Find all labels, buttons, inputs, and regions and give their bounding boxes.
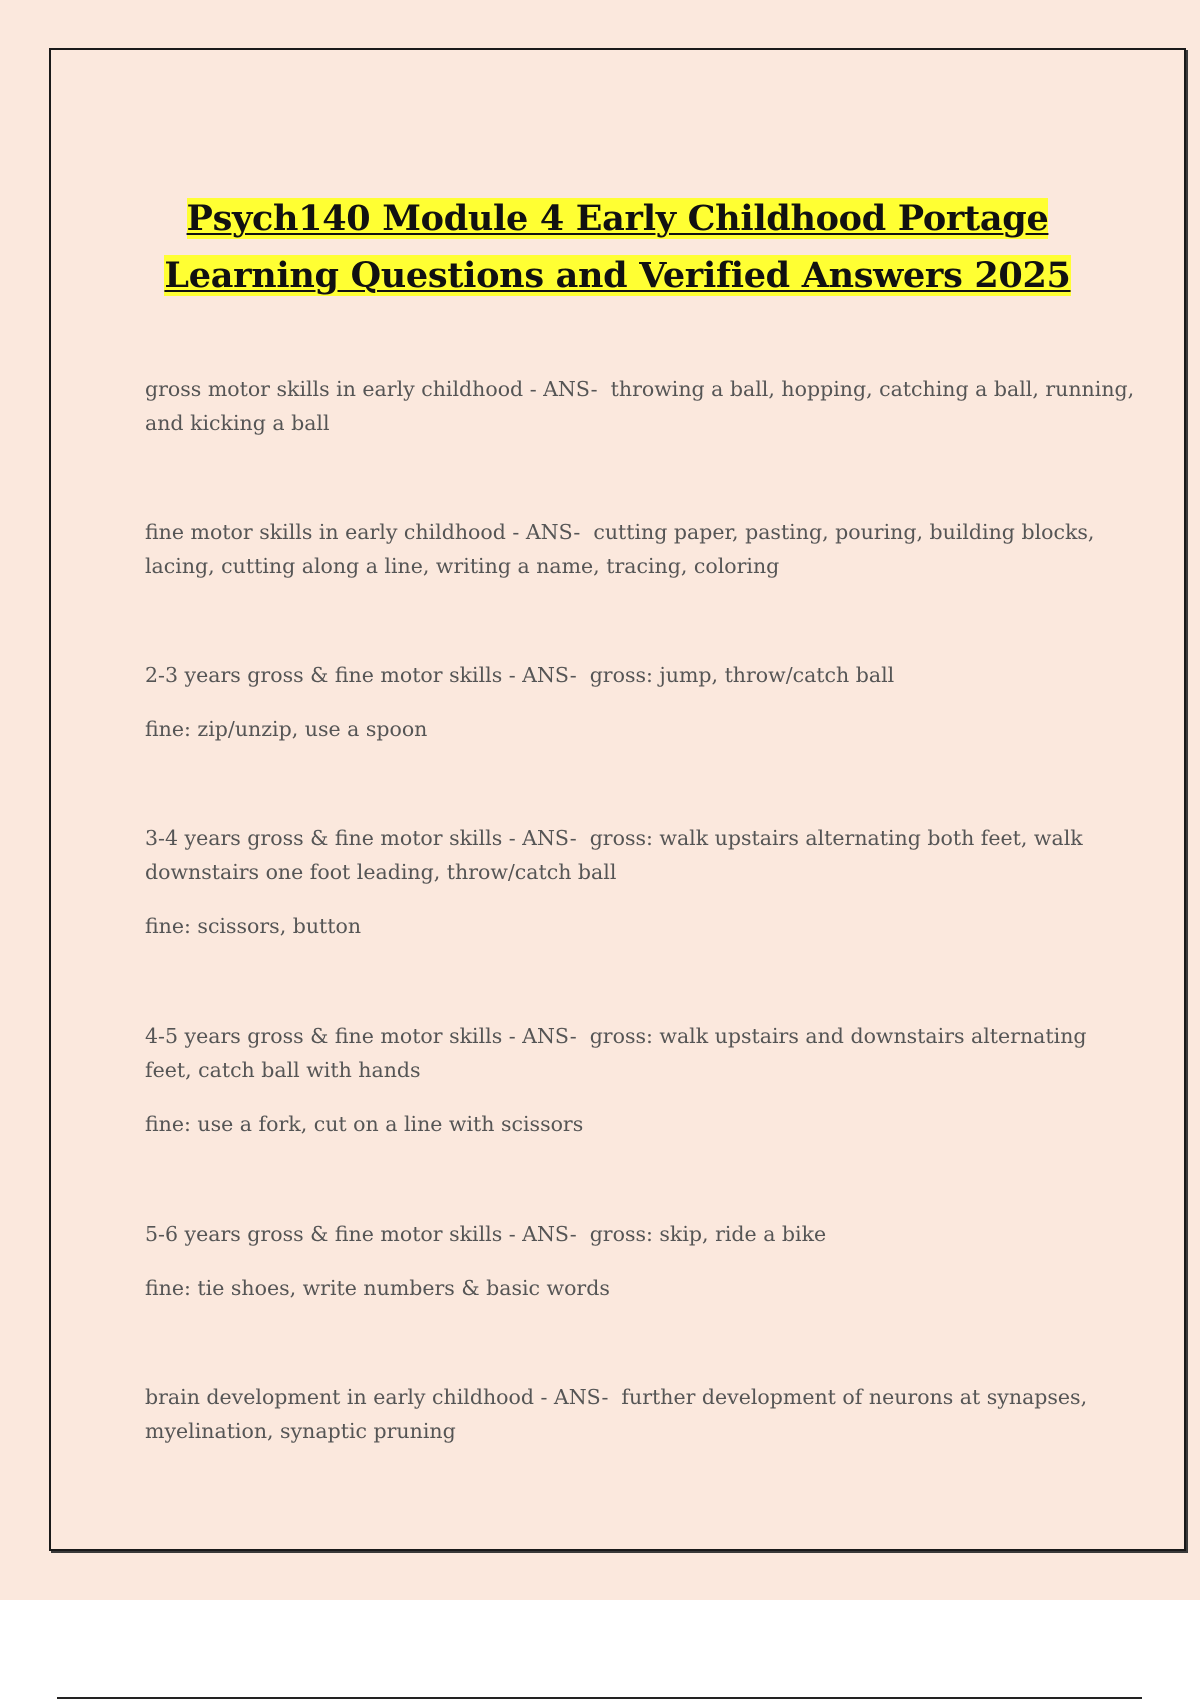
qa-term: 5-6 years gross & fine motor skills: [145, 1222, 503, 1246]
qa-item: [145, 1217, 826, 1326]
qa-answer: gross: skip, ride a bike: [583, 1222, 827, 1246]
qa-answer: throwing a ball, hopping, catching a ball, running, and kicking a ball: [145, 377, 1141, 435]
qa-item: [145, 372, 1141, 440]
footer-divider: [57, 1697, 1142, 1699]
qa-item: [145, 658, 894, 767]
qa-answer: further development of neurons at synapses, myelination, synaptic pruning: [145, 1385, 1094, 1443]
qa-item: [145, 1019, 1135, 1162]
qa-question-answer: [145, 1019, 1135, 1087]
qa-question-answer: [145, 821, 1135, 889]
qa-item: [145, 1380, 1135, 1448]
qa-term: 4-5 years gross & fine motor skills: [145, 1024, 503, 1048]
title-line-1: Psych140 Module 4 Early Childhood Portage: [186, 198, 1049, 239]
ans-tag: - ANS-: [502, 663, 584, 687]
qa-question-answer: [145, 1380, 1135, 1448]
ans-tag: - ANS-: [502, 826, 584, 850]
ans-tag: - ANS-: [523, 377, 605, 401]
qa-term: fine motor skills in early childhood: [145, 520, 506, 544]
qa-question-answer: [145, 372, 1141, 440]
qa-answer: gross: jump, throw/catch ball: [583, 663, 895, 687]
qa-answer-continued: fine: use a fork, cut on a line with scissors: [145, 1112, 584, 1136]
qa-answer-continued: fine: tie shoes, write numbers & basic words: [145, 1276, 610, 1300]
document-title: [51, 190, 1184, 304]
qa-question-answer: [145, 1217, 826, 1251]
qa-answer-continued: fine: scissors, button: [145, 914, 362, 938]
qa-answer: gross: walk upstairs alternating both feet, walk downstairs one foot leading, throw/catch ball: [145, 826, 1090, 884]
qa-item: [145, 821, 1135, 964]
qa-term: 2-3 years gross & fine motor skills: [145, 663, 503, 687]
ans-tag: - ANS-: [502, 1222, 584, 1246]
ans-tag: - ANS-: [533, 1385, 615, 1409]
ans-tag: - ANS-: [505, 520, 587, 544]
qa-answer: cutting paper, pasting, pouring, building blocks, lacing, cutting along a line, writing a name, tracing, coloring: [145, 520, 1101, 578]
qa-term: 3-4 years gross & fine motor skills: [145, 826, 503, 850]
qa-answer: gross: walk upstairs and downstairs alternating feet, catch ball with hands: [145, 1024, 1094, 1082]
qa-term: gross motor skills in early childhood: [145, 377, 524, 401]
ans-tag: - ANS-: [502, 1024, 584, 1048]
document-frame: [49, 48, 1186, 1551]
qa-question-answer: [145, 658, 894, 692]
title-line-2: Learning Questions and Verified Answers 2025: [164, 255, 1071, 296]
qa-question-answer: [145, 515, 1135, 583]
qa-answer-continued: fine: zip/unzip, use a spoon: [145, 717, 428, 741]
qa-item: [145, 515, 1135, 583]
qa-term: brain development in early childhood: [145, 1385, 534, 1409]
